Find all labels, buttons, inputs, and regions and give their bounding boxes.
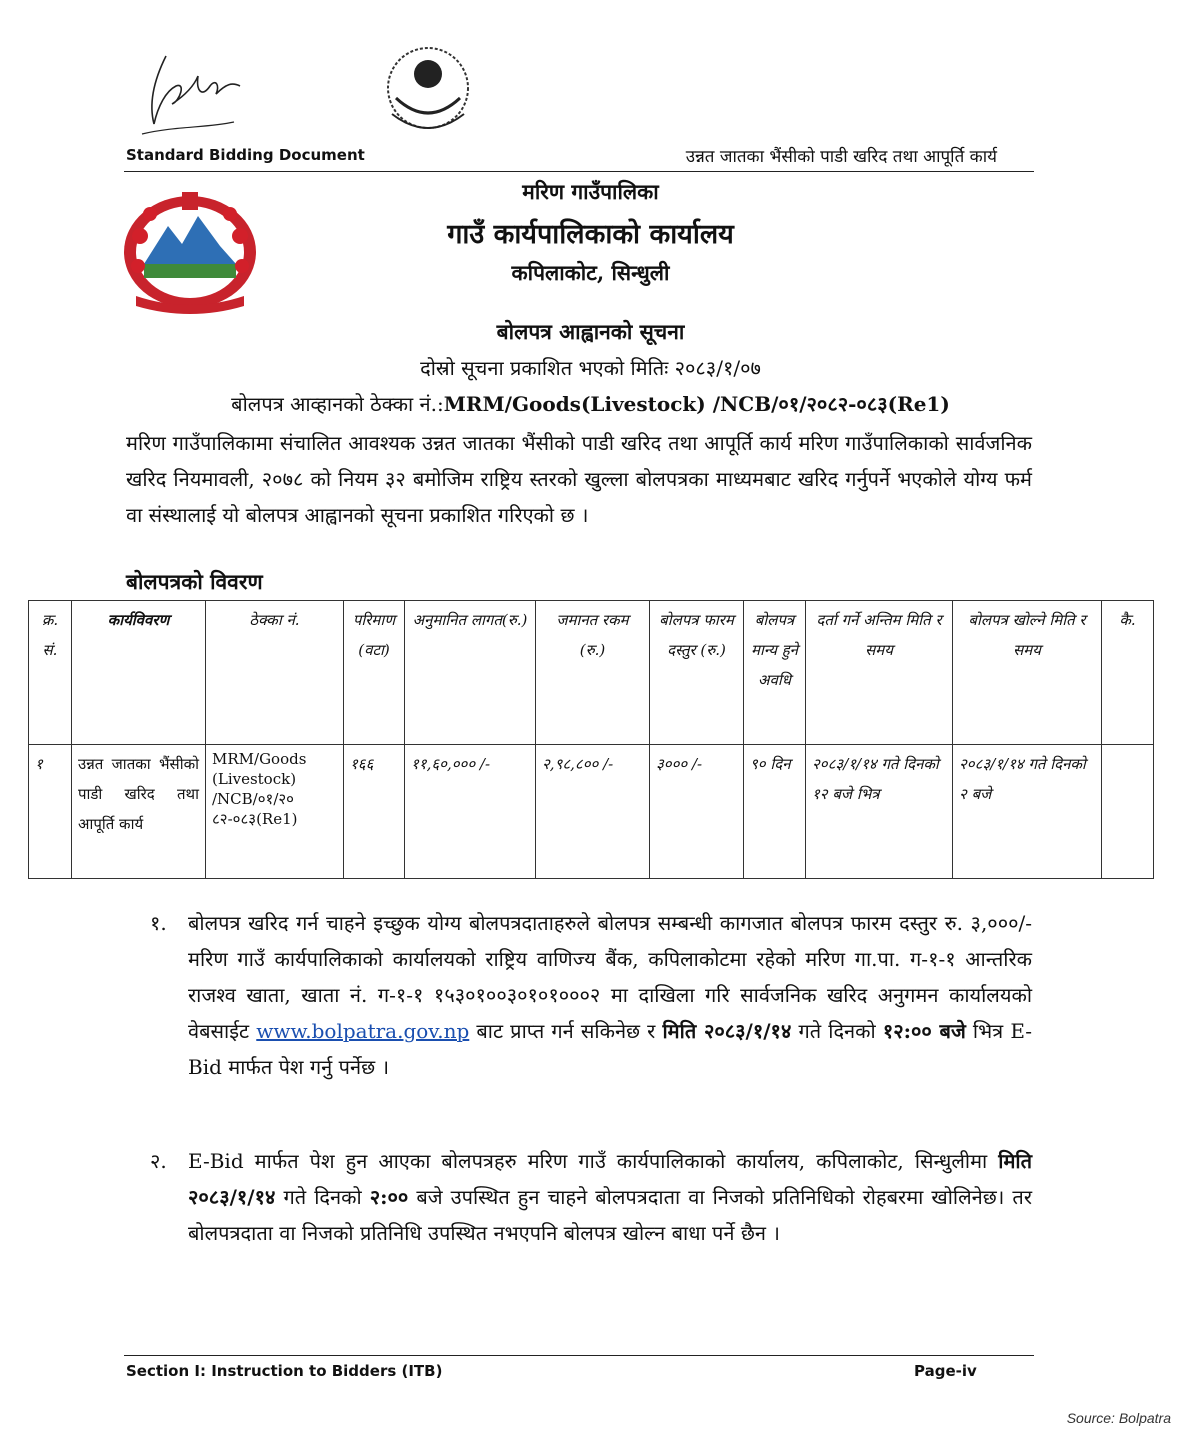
cell-cost: ११,६०,००० /- xyxy=(405,745,536,879)
item-bold-date: मिति २०८३/१/१४ xyxy=(662,1019,792,1043)
cell-deadline: २०८३/१/१४ गते दिनको १२ बजे भित्र xyxy=(806,745,953,879)
table-row xyxy=(29,745,1154,879)
item-text-part: बजे उपस्थित हुन चाहने बोलपत्रदाता वा निजको प्रतिनिधिको रोहबरमा खोलिनेछ। तर बोलपत्रदाता वा निजको प्रतिनिधि उपस्थित नभएपनि बोलपत्र खोल्न बाधा पर्ने छैन । xyxy=(188,1185,1032,1245)
item-text-part: गते दिनको xyxy=(798,1019,876,1043)
cell-sn: १ xyxy=(29,745,72,879)
item-bold-time: १२:०० बजे xyxy=(882,1019,966,1043)
cell-opening: २०८३/१/१४ गते दिनको २ बजे xyxy=(953,745,1102,879)
list-item xyxy=(150,1143,1032,1251)
cell-work: उन्नत जातका भैंसीको पाडी खरिद तथा आपूर्ति कार्य xyxy=(72,745,206,879)
item-text-part: E-Bid मार्फत पेश हुन आएका बोलपत्रहरु मरिण गाउँ कार्यपालिकाको कार्यालय, कपिलाकोट, सिन्धुलीमा xyxy=(188,1149,988,1173)
table-header-row xyxy=(29,601,1154,745)
cell-contract: MRM/Goods (Livestock) /NCB/०१/२० ८२-०८३(Re1) xyxy=(206,745,344,879)
municipality-name: मरिण गाउँपालिका xyxy=(522,179,659,204)
item-text xyxy=(188,905,1032,1085)
header-document-type: Standard Bidding Document xyxy=(126,146,365,164)
bolpatra-link[interactable]: www.bolpatra.gov.np xyxy=(256,1019,470,1043)
col-header-quantity: परिमाण (वटा) xyxy=(344,601,405,745)
list-item xyxy=(150,905,1032,1085)
item-number: १. xyxy=(150,911,167,935)
item-text-part: बोलपत्र खरिद गर्न चाहने इच्छुक योग्य बोलपत्रदाताहरुले बोलपत्र सम्बन्धी कागजात बोलपत्र फारम दस्तुर रु. ३,०००/- मरिण गाउँ कार्यपालिकाको कार्यालयको राष्ट्रिय वाणिज्य बैंक, कपिलाकोटमा रहेको मरिण गा.पा. ग-१-१ आन्तरिक राजश्व खाता, खाता नं. ग-१-१ १५३०१००३०१०१०००२ मा दाखिला गरि सार्वजनिक खरिद अनुगमन कार्यालयको वेबसाईट xyxy=(188,911,1032,1043)
footer-section: Section I: Instruction to Bidders (ITB) xyxy=(126,1362,443,1380)
col-header-validity: बोलपत्र मान्य हुने अवधि xyxy=(744,601,806,745)
office-name: गाउँ कार्यपालिकाको कार्यालय xyxy=(447,219,734,250)
col-header-contract: ठेक्का नं. xyxy=(206,601,344,745)
item-text-part: बाट प्राप्त गर्न सकिनेछ र xyxy=(476,1019,656,1043)
signature-image xyxy=(136,46,246,141)
item-text-part: भित्र E-Bid मार्फत पेश गर्नु पर्नेछ । xyxy=(188,1019,1033,1079)
cell-remarks xyxy=(1102,745,1154,879)
cell-fee: ३००० /- xyxy=(650,745,744,879)
details-title: बोलपत्रको विवरण xyxy=(126,569,263,594)
col-header-remarks: कै. xyxy=(1102,601,1154,745)
notice-title: बोलपत्र आह्वानको सूचना xyxy=(496,319,685,344)
item-bold-date: मिति २०८३/१/१४ xyxy=(188,1149,1033,1209)
contract-prefix: बोलपत्र आव्हानको ठेक्का नं.: xyxy=(231,392,444,416)
header-rule xyxy=(124,171,1034,172)
col-header-sn: क्र. सं. xyxy=(29,601,72,745)
col-header-cost: अनुमानित लागत(रु.) xyxy=(405,601,536,745)
office-stamp xyxy=(376,38,476,150)
publication-date: दोस्रो सूचना प्रकाशित भएको मितिः २०८३/१/०७ xyxy=(420,356,761,380)
header-project-title: उन्नत जातका भैंसीको पाडी खरिद तथा आपूर्ति कार्य xyxy=(685,147,997,167)
intro-paragraph: मरिण गाउँपालिकामा संचालित आवश्यक उन्नत जातका भैंसीको पाडी खरिद तथा आपूर्ति कार्य मरिण गाउँपालिकाको सार्वजनिक खरिद नियमावली, २०७८ को नियम ३२ बमोजिम राष्ट्रिय स्तरको खुल्ला बोलपत्रका माध्यमबाट खरिद गर्नुपर्ने भएकोले योग्य फर्म वा संस्थालाई यो बोलपत्र आह्वानको सूचना प्रकाशित गरिएको छ । xyxy=(126,431,1032,527)
source-credit: Source: Bolpatra xyxy=(1066,1410,1171,1426)
bid-details-table xyxy=(28,600,1154,879)
col-header-deadline: दर्ता गर्ने अन्तिम मिति र समय xyxy=(806,601,953,745)
contract-number: MRM/Goods(Livestock) /NCB/०१/२०८२-०८३(Re1) xyxy=(443,392,950,416)
col-header-security: जमानत रकम (रु.) xyxy=(536,601,650,745)
col-header-work: कार्यविवरण xyxy=(72,601,206,745)
contract-line xyxy=(0,390,1181,417)
cell-validity: ९० दिन xyxy=(744,745,806,879)
cell-security: २,९८,८०० /- xyxy=(536,745,650,879)
office-address: कपिलाकोट, सिन्धुली xyxy=(511,260,670,285)
cell-quantity: १६६ xyxy=(344,745,405,879)
item-bold-time: २:०० xyxy=(369,1185,409,1209)
col-header-fee: बोलपत्र फारम दस्तुर (रु.) xyxy=(650,601,744,745)
footer-page-number: Page-iv xyxy=(914,1362,977,1380)
item-number: २. xyxy=(150,1149,167,1173)
footer-rule xyxy=(124,1355,1034,1356)
item-text xyxy=(188,1143,1032,1251)
item-text-part: गते दिनको xyxy=(283,1185,362,1209)
col-header-opening: बोलपत्र खोल्ने मिति र समय xyxy=(953,601,1102,745)
